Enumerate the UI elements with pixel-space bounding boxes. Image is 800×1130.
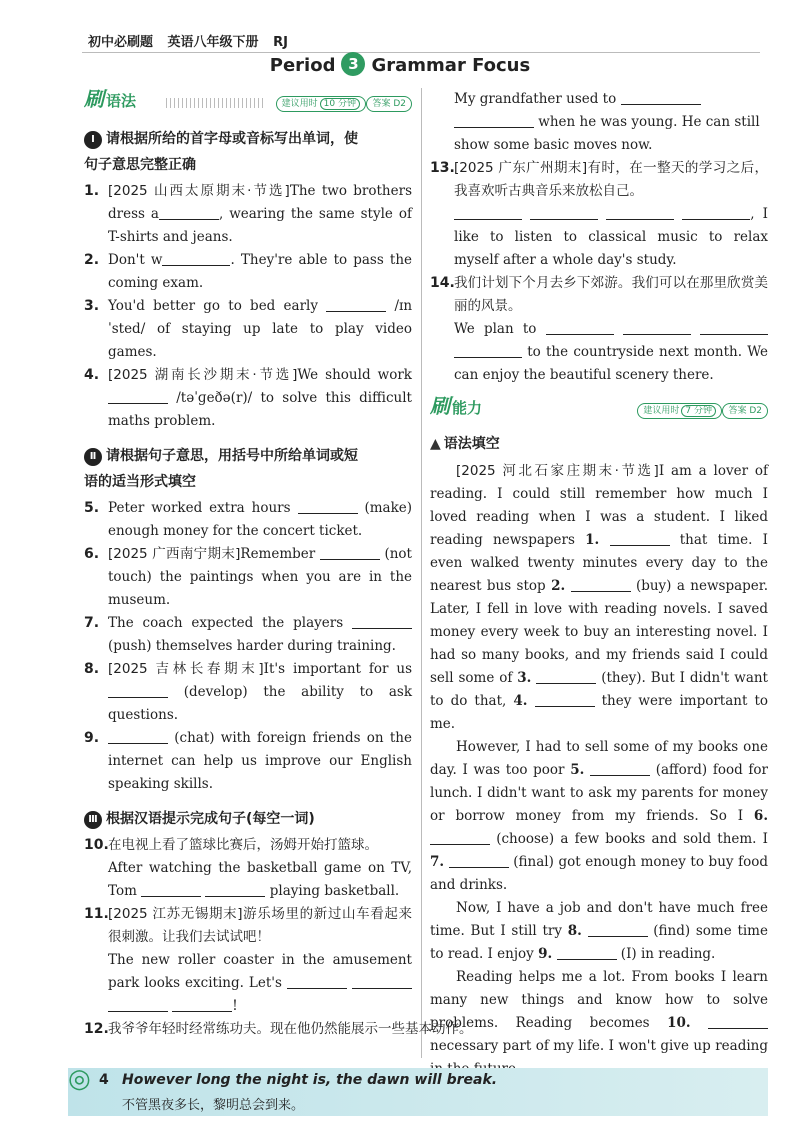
period-label: Period — [269, 55, 336, 76]
answer-blank[interactable] — [449, 852, 509, 868]
answer-blank[interactable] — [682, 204, 750, 220]
question-13: 13. [2025 广东广州期末]有时，在一整天的学习之后，我喜欢听古典音乐来放松自己。 , I like to listen to classical music to relax myself after a whole day's study. — [430, 160, 768, 268]
column-divider — [421, 88, 422, 1058]
period-number-badge: 3 — [341, 52, 365, 76]
answer-blank[interactable] — [430, 829, 490, 845]
answer-blank[interactable] — [546, 319, 614, 335]
question-6: 6. [2025 广西南宁期末]Remember (not touch) the paintings when you are in the museum. — [84, 546, 413, 608]
part-2-heading: Ⅱ 请根据句子意思，用括号中所给单词或短 语的适当形式填空 — [84, 448, 358, 490]
grammar-section-header — [84, 88, 412, 118]
decorative-bars — [166, 98, 266, 108]
suggested-time-badge: 建议用时 7 分钟 — [637, 403, 722, 419]
right-column — [430, 88, 768, 1081]
cloze-subtitle: ▲ 语法填空 — [430, 436, 500, 452]
answer-blank[interactable] — [700, 319, 768, 335]
part-2-number: Ⅱ — [84, 448, 102, 466]
question-1: 1. [2025 山西太原期末·节选]The two brothers dress a , wearing the same style of T-shirts and jeans. — [84, 183, 412, 245]
answer-blank[interactable] — [590, 760, 650, 776]
suggested-time-badge: 建议用时 10 分钟 — [276, 96, 366, 112]
question-8: 8. [2025 吉林长春期末]It's important for us (develop) the ability to ask questions. — [84, 661, 413, 723]
answer-blank[interactable] — [557, 944, 617, 960]
passage-paragraph-1: [2025 河北石家庄期末·节选]I am a lover of reading. I could still remember how much I loved reading when I was a student. I liked reading newspapers 1. that time. I even walked twenty minutes every day to the nearest bus stop 2. (buy) a newspaper. Later, I fell in love with reading novels. I saved money every week to buy an interesting novel. I had so many books, and my friends said I could sell some of 3. (they). But I didn't want to do that, 4. they were important to me. — [430, 463, 769, 732]
answer-blank[interactable] — [159, 204, 219, 220]
answer-blank[interactable] — [588, 921, 648, 937]
answer-page-badge: 答案 D2 — [722, 403, 768, 419]
footer-quote-english: However long the night is, the dawn will break. — [122, 1072, 498, 1088]
part-1-heading: Ⅰ 请根据所给的首字母或音标写出单词，使 句子意思完整正确 — [84, 131, 358, 173]
page-header — [0, 0, 800, 88]
answer-blank[interactable] — [708, 1013, 768, 1029]
question-4: 4. [2025 湖南长沙期末·节选]We should work /təˈɡeðə(r)/ to solve this difficult maths problem. — [84, 367, 412, 429]
answer-blank[interactable] — [571, 576, 631, 592]
question-7: 7. The coach expected the players (push) themselves harder during training. — [84, 612, 412, 658]
book-icon: ▲ — [430, 436, 441, 452]
answer-blank[interactable] — [108, 682, 168, 698]
answer-blank[interactable] — [162, 250, 230, 266]
answer-blank[interactable] — [530, 204, 598, 220]
question-12-continued: My grandfather used to when he was young. He can still show some basic moves now. — [454, 91, 760, 153]
answer-blank[interactable] — [141, 881, 201, 897]
question-3: 3. You'd better go to bed early /ɪnˈsted/ of staying up late to play video games. — [84, 298, 413, 360]
answer-blank[interactable] — [205, 881, 265, 897]
question-14: 14. 我们计划下个月去乡下郊游。我们可以在那里欣赏美丽的风景。 We plan to to the countryside next month. We can enjoy the beautiful scenery there. — [430, 275, 768, 383]
period-title — [0, 52, 800, 76]
question-10: 10. 在电视上看了篮球比赛后，汤姆开始打篮球。 After watching the basketball game on TV, Tom playing basketball. — [84, 837, 412, 899]
book-subject: 英语八年级下册 — [167, 35, 259, 50]
answer-blank[interactable] — [108, 728, 168, 744]
part-3-heading: Ⅲ 根据汉语提示完成句子(每空一词) — [84, 806, 412, 832]
answer-page-badge: 答案 D2 — [366, 96, 412, 112]
passage-paragraph-3: Now, I have a job and don't have much free time. But I still try 8. (find) some time to read. I enjoy 9. (I) in reading. — [430, 900, 768, 962]
answer-blank[interactable] — [320, 544, 380, 560]
question-5: 5. Peter worked extra hours (make) enough money for the concert ticket. — [84, 500, 413, 539]
passage-paragraph-2: However, I had to sell some of my books one day. I was too poor 5. (afford) food for lunch. I didn't want to ask my parents for money or borrow money from my friends. So I 6. (choose) a few books and sold them. I 7. (final) got enough money to buy food and drinks. — [430, 739, 769, 893]
passage-paragraph-4: Reading helps me a lot. From books I learn many new things and know how to solve problems. Reading becomes 10. necessary part of my life. I won't give up reading — [430, 969, 768, 1054]
answer-blank[interactable] — [610, 530, 670, 546]
page-number: 4 — [99, 1072, 109, 1088]
footer-quote-chinese: 不管黑夜多长，黎明总会到来。 — [122, 1098, 305, 1113]
ability-section-header — [430, 395, 768, 425]
answer-blank[interactable] — [352, 973, 412, 989]
answer-blank[interactable] — [172, 996, 232, 1012]
answer-blank[interactable] — [454, 342, 522, 358]
answer-blank[interactable] — [621, 89, 701, 105]
book-edition: RJ — [273, 35, 288, 50]
answer-blank[interactable] — [623, 319, 691, 335]
ability-section-title: 刷 能力 — [430, 394, 483, 418]
book-title — [88, 31, 298, 50]
answer-blank[interactable] — [298, 498, 358, 514]
grammar-section-title: 刷 语法 — [84, 87, 137, 111]
page-footer — [0, 1062, 800, 1130]
question-12: 12. 我爷爷年轻时经常练功夫。现在他仍然能展示一些基本动作。 — [84, 1021, 473, 1037]
lightbulb-icon: ◎ — [68, 1064, 91, 1094]
part-1-number: Ⅰ — [84, 131, 102, 149]
question-2: 2. Don't w . They're able to pass the coming exam. — [84, 252, 413, 291]
answer-blank[interactable] — [606, 204, 674, 220]
answer-blank[interactable] — [454, 112, 534, 128]
question-9: 9. (chat) with foreign friends on the internet can help us improve our English speaking skills. — [84, 730, 412, 792]
answer-blank[interactable] — [454, 204, 522, 220]
answer-blank[interactable] — [326, 296, 386, 312]
answer-blank[interactable] — [536, 668, 596, 684]
part-3-number: Ⅲ — [84, 811, 102, 829]
question-11: 11. [2025 江苏无锡期末]游乐场里的新过山车看起来很刺激。让我们去试试吧！ The new roller coaster in the amusement park looks exciting. Let's ! — [84, 906, 413, 1014]
answer-blank[interactable] — [352, 613, 412, 629]
book-series: 初中必刷题 — [88, 35, 154, 50]
period-topic: Grammar Focus — [371, 55, 531, 76]
answer-blank[interactable] — [287, 973, 347, 989]
answer-blank[interactable] — [108, 388, 168, 404]
answer-blank[interactable] — [108, 996, 168, 1012]
answer-blank[interactable] — [535, 691, 595, 707]
